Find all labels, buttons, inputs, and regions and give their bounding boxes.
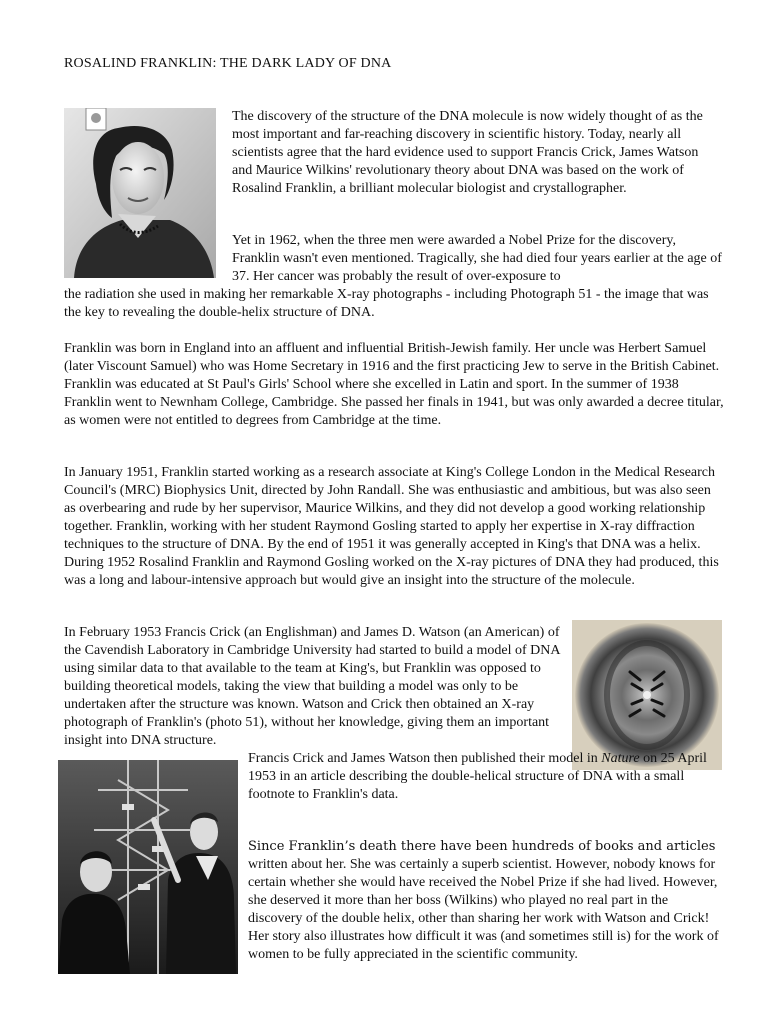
nature-text-post: on 25 April 1953 in an article describing the double-helical structure of DNA with a small footnote to Franklin's data. <box>248 751 707 802</box>
page-title: ROSALIND FRANKLIN: THE DARK LADY OF DNA <box>64 56 392 71</box>
paragraph-nobel-a: Yet in 1962, when the three men were awarded a Nobel Prize for the discovery, Franklin wasn't even mentioned. Tragically, she had died four years earlier at the age of 37. Her cancer was probably the result of over-exposure to <box>232 233 722 284</box>
nature-journal-name: Nature <box>601 751 640 766</box>
paragraph-early-life: Franklin was born in England into an affluent and influential British-Jewish family. Her uncle was Herbert Samuel (later Viscount Samuel) who was Home Secretary in 1916 and the first practicing Jew to serve in the British Cabinet. Franklin was educated at St Paul's Girls' School where she excelled in Latin and sport. In the summer of 1938 Franklin went to Newnham College, Cambridge. She passed her finals in 1941, but was only awarded a decree titular, as women were not entitled to degrees from Cambridge at the time. <box>64 341 724 428</box>
paragraph-crick-watson: In February 1953 Francis Crick (an Englishman) and James D. Watson (an American) of the Cavendish Laboratory in Cambridge University had started to build a model of DNA using similar data to that available to the team at King's, but Franklin was opposed to building theoretical models, taking the view that building a model was only to be undertaken after the structure was known. Watson and Crick then obtained an X-ray photograph of Franklin's (photo 51), without her knowledge, giving them an important insight into DNA structure. <box>64 625 560 748</box>
paragraph-legacy <box>248 838 722 964</box>
portrait-photo <box>64 108 216 278</box>
legacy-lead-text: Since Franklin’s death there have been hundreds of books and articles <box>248 839 716 854</box>
paragraph-nobel-b: the radiation she used in making her remarkable X-ray photographs - including Photograph 51 - the image that was the key to revealing the double-helix structure of DNA. <box>64 287 709 320</box>
legacy-rest-text: written about her. She was certainly a superb scientist. However, nobody knows for certain whether she would have received the Nobel Prize if she had lived. However, she deserved it more than her boss (Wilkins) who played no real part in the discovery of the double helix, other than sharing her work with Watson and Crick! Her story also illustrates how difficult it was (and sometimes still is) for the work of women to be fully appreciated in the scientific community. <box>248 857 719 962</box>
paragraph-intro: The discovery of the structure of the DNA molecule is now widely thought of as the most important and far-reaching discovery in scientific history. Today, nearly all scientists agree that the hard evidence used to support Francis Crick, James Watson and Maurice Wilkins' revolutionary theory about DNA was based on the work of Rosalind Franklin, a brilliant molecular biologist and crystallographer. <box>232 109 703 196</box>
paragraph-kings-college: In January 1951, Franklin started working as a research associate at King's College London in the Medical Research Council's (MRC) Biophysics Unit, directed by John Randall. She was enthusiastic and ambitious, but was also seen as overbearing and rude by her supervisor, Maurice Wilkins, and they did not develop a good working relationship together. Franklin, working with her student Raymond Gosling started to apply her expertise in X-ray diffraction techniques to the structure of DNA. By the end of 1951 it was generally accepted in King's that DNA was a helix. During 1952 Rosalind Franklin and Raymond Gosling worked on the X-ray pictures of DNA they had produced, this was a long and labour-intensive approach but would give an insight into the structure of the molecule. <box>64 465 719 588</box>
crick-watson-photo <box>58 760 238 974</box>
paragraph-nature-publication <box>248 750 722 804</box>
photo-51 <box>572 620 722 770</box>
nature-text-pre: Francis Crick and James Watson then published their model in <box>248 751 598 766</box>
